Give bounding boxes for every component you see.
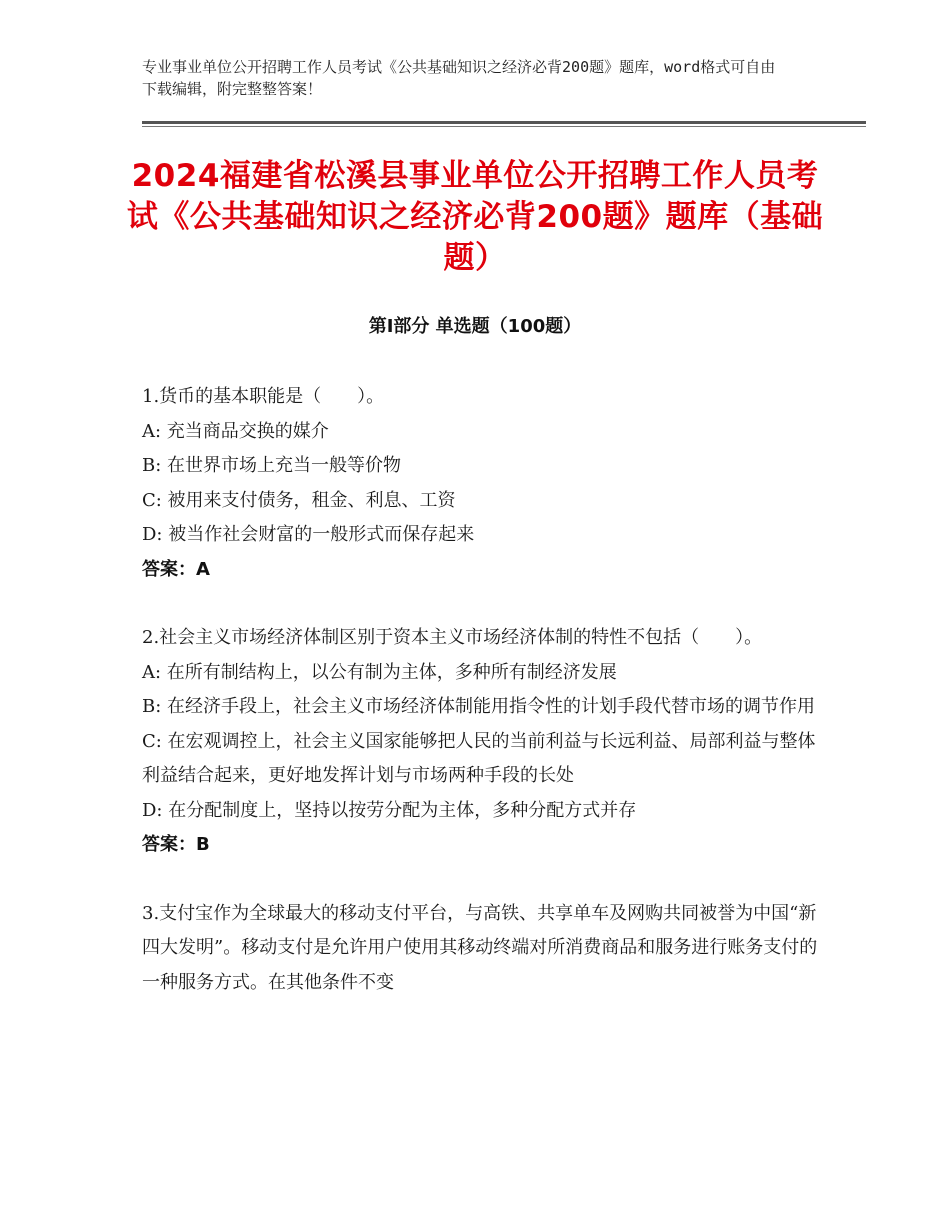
header-divider — [142, 121, 866, 124]
option-b: B: 在世界市场上充当一般等价物 — [142, 455, 402, 476]
question-2 — [142, 621, 832, 863]
header-divider-thin — [142, 126, 866, 127]
document-title: 2024福建省松溪县事业单位公开招聘工作人员考试《公共基础知识之经济必背200题》题库（基础题） — [126, 158, 824, 276]
question-1 — [142, 380, 832, 587]
option-d: D: 在分配制度上，坚持以按劳分配为主体，多种分配方式并存 — [142, 799, 637, 821]
option-c: C: 被用来支付债务，租金、利息、工资 — [142, 489, 456, 511]
question-stem: 1.货币的基本职能是（ ）。 — [142, 386, 385, 407]
option-a: A: 充当商品交换的媒介 — [142, 420, 329, 442]
question-stem: 2.社会主义市场经济体制区别于资本主义市场经济体制的特性不包括（ ）。 — [142, 627, 763, 648]
question-stem: 3.支付宝作为全球最大的移动支付平台，与高铁、共享单车及网购共同被誉为中国“新四大发明”。移动支付是允许用户使用其移动终端对所消费商品和服务进行账务支付的一种服务方式。在其他条件不变 — [142, 902, 818, 993]
answer-label: 答案：B — [142, 834, 210, 855]
section-heading: 第I部分 单选题（100题） — [368, 316, 582, 337]
option-d: D: 被当作社会财富的一般形式而保存起来 — [142, 524, 475, 545]
option-c: C: 在宏观调控上，社会主义国家能够把人民的当前利益与长远利益、局部利益与整体利益结合起来，更好地发挥计划与市场两种手段的长处 — [142, 730, 816, 786]
question-list — [142, 380, 832, 1034]
option-a: A: 在所有制结构上，以公有制为主体，多种所有制经济发展 — [142, 661, 617, 683]
header-note: 专业事业单位公开招聘工作人员考试《公共基础知识之经济必背200题》题库，word格式可自由下载编辑，附完整整答案！ — [142, 58, 776, 98]
answer-label: 答案：A — [142, 558, 210, 580]
question-3 — [142, 897, 832, 1001]
option-b: B: 在经济手段上，社会主义市场经济体制能用指令性的计划手段代替市场的调节作用 — [142, 696, 816, 717]
